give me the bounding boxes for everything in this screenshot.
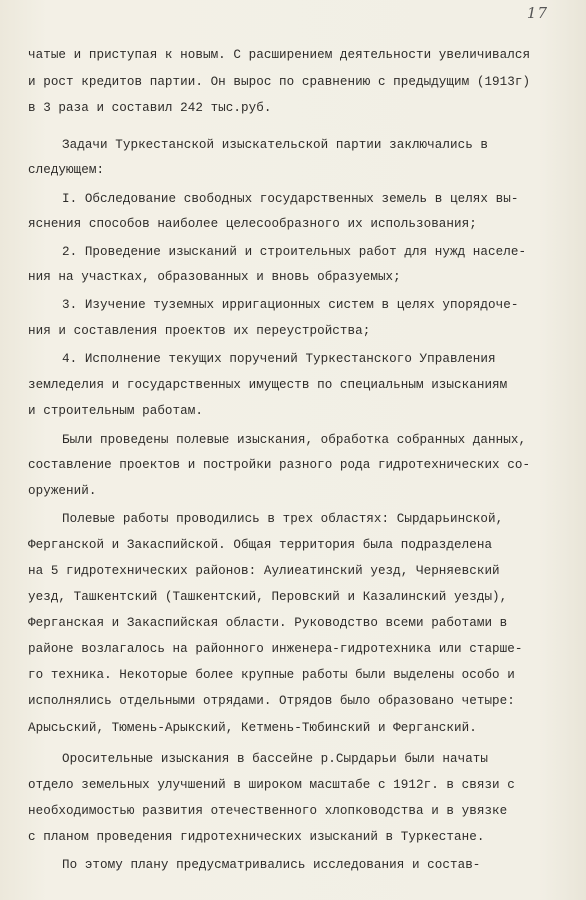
text-line: Ферганской и Закаспийской. Общая территория была подразделена (28, 538, 493, 552)
text-line: яснения способов наиболее целесообразного их использования; (28, 217, 477, 231)
text-line: земледелия и государственных имуществ по специальным изысканиям (28, 378, 508, 392)
text-line: По этому плану предусматривались исследования и состав- (62, 858, 481, 872)
list-item-4: 4. Исполнение текущих поручений Туркестанского Управления (62, 352, 496, 366)
text-line: уезд, Ташкентский (Ташкентский, Перовский и Казалинский уезды), (28, 590, 508, 604)
text-line: и рост кредитов партии. Он вырос по сравнению с предыдущим (1913г) (28, 75, 531, 89)
list-item-2: 2. Проведение изысканий и строительных работ для нужд населе- (62, 245, 527, 259)
text-line: необходимостью развития отечественного хлопководства и в увязке (28, 804, 508, 818)
text-line: ния на участках, образованных и вновь образуемых; (28, 270, 401, 284)
text-line: Задачи Туркестанской изыскательской партии заключались в (62, 138, 489, 152)
text-line: Полевые работы проводились в трех областях: Сырдарьинской, (62, 512, 504, 526)
text-line: Оросительные изыскания в бассейне р.Сырдарьи были начаты (62, 752, 489, 766)
text-line: Были проведены полевые изыскания, обработка собранных данных, (62, 433, 527, 447)
list-item-1: I. Обследование свободных государственных земель в целях вы- (62, 192, 519, 206)
text-line: отдело земельных улучшений в широком масштабе с 1912г. в связи с (28, 778, 515, 792)
text-line: в 3 раза и составил 242 тыс.руб. (28, 101, 272, 115)
text-line: с планом проведения гидротехнических изысканий в Туркестане. (28, 830, 485, 844)
text-line: Ферганская и Закаспийская области. Руководство всеми работами в (28, 616, 508, 630)
text-line: районе возлагалось на районного инженера-гидротехника или старше- (28, 642, 523, 656)
text-line: составление проектов и постройки разного рода гидротехнических со- (28, 458, 531, 472)
text-line: и строительным работам. (28, 404, 203, 418)
page-number: 17 (526, 4, 548, 22)
text-line: на 5 гидротехнических районов: Аулиеатинский уезд, Черняевский (28, 564, 500, 578)
text-line: го техника. Некоторые более крупные работы были выделены особо и (28, 668, 515, 682)
text-line: Арысьский, Тюмень-Арыкский, Кетмень-Тюбинский и Ферганский. (28, 721, 477, 735)
text-line: исполнялись отдельными отрядами. Отрядов было образовано четыре: (28, 694, 515, 708)
text-line: чатые и приступая к новым. С расширением деятельности увеличивался (28, 48, 531, 62)
text-line: оружений. (28, 484, 97, 498)
text-line: ния и составления проектов их переустройства; (28, 324, 371, 338)
text-line: следующем: (28, 163, 105, 177)
list-item-3: 3. Изучение туземных ирригационных систем в целях упорядоче- (62, 298, 519, 312)
